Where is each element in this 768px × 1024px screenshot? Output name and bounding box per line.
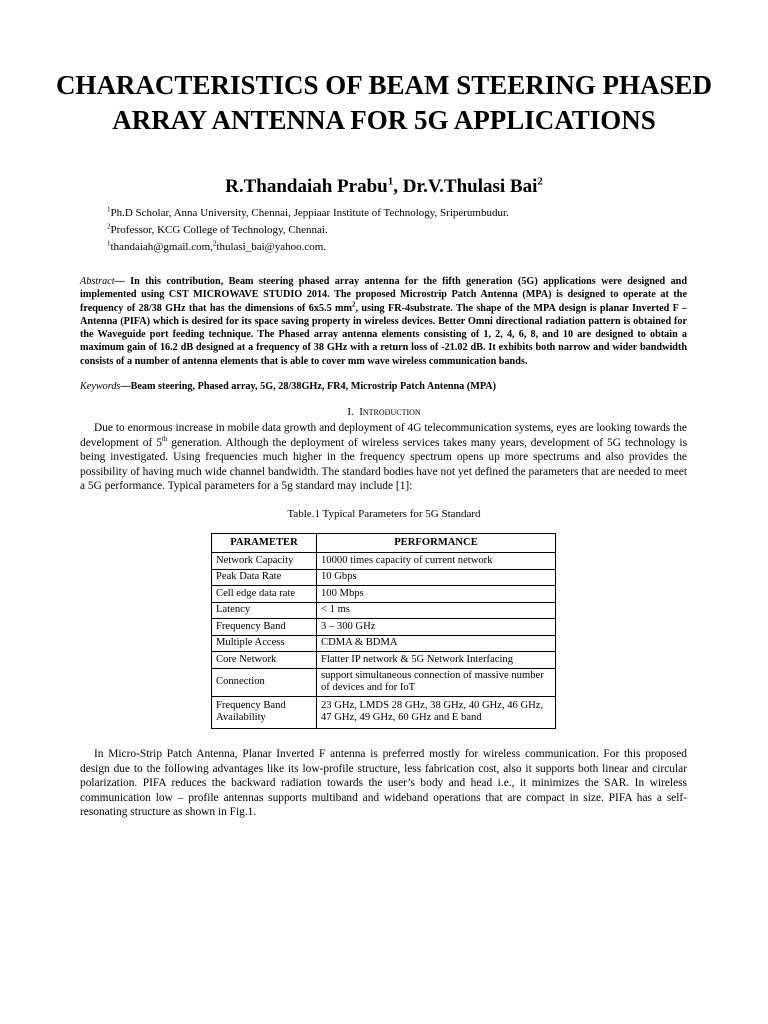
table-row	[212, 668, 556, 696]
author-line	[40, 175, 728, 199]
table-cell-parameter: Peak Data Rate	[212, 569, 317, 586]
keywords-label: Keywords	[80, 381, 121, 392]
table-row	[212, 586, 556, 603]
affiliation-superscript: 2	[107, 222, 111, 231]
author-name: R.Thandaiah Prabu	[225, 176, 388, 197]
body-paragraph: In Micro-Strip Patch Antenna, Planar Inverted F antenna is preferred mostly for wireless communication. For this proposed design due to the following advantages like its low-profile structure, less fabrication cost, also it supports both linear and circular polarization. PIFA reduces the backward radiation towards the user’s body and head i.e., it minimizes the SAR. In wireless communication low – profile antennas supports multiband and wideband operations that are compact in size. PIFA has a self-resonating structure as shown in Fig.1.	[80, 748, 687, 819]
table-cell-performance: < 1 ms	[317, 602, 556, 619]
abstract-text: In this contribution, Beam steering phased array antenna for the fifth generation (5G) applications were designed and implemented using CST MICROWAVE STUDIO 2014. The proposed Microstrip Patch Antenna (MPA) is designed to operate at the frequency of 28/38 GHz that has the dimensions of 6x5.5 mm	[80, 276, 688, 314]
intro-paragraph	[80, 421, 687, 494]
keywords-dash: —	[120, 381, 131, 392]
table-cell-performance: 23 GHz, LMDS 28 GHz, 38 GHz, 40 GHz, 46 GHz, 47 GHz, 49 GHz, 60 GHz and E band	[317, 696, 556, 728]
table-cell-performance: 100 Mbps	[317, 586, 556, 603]
author-separator: ,	[393, 176, 403, 197]
table-cell-performance: 10000 times capacity of current network	[317, 553, 556, 570]
affiliation-text: Professor, KCG College of Technology, Chennai.	[110, 224, 328, 236]
table-cell-parameter: Network Capacity	[212, 553, 317, 570]
email-1[interactable]: thandaiah@gmail.com,	[110, 241, 213, 253]
table-row	[212, 635, 556, 652]
table-row	[212, 569, 556, 586]
author-emails	[107, 240, 326, 254]
paragraph-text: Due to enormous increase in mobile data growth and deployment of 4G telecommunication systems, eyes are looking towards the development of 5	[80, 422, 687, 449]
affiliation-1	[107, 206, 509, 220]
author-superscript: 2	[537, 175, 543, 188]
section-title: Introduction	[359, 406, 421, 418]
table-row	[212, 652, 556, 669]
table-cell-performance: 10 Gbps	[317, 569, 556, 586]
parameters-table	[211, 533, 556, 729]
table-cell-parameter: Latency	[212, 602, 317, 619]
paragraph-superscript: th	[161, 434, 168, 443]
table-cell-performance: support simultaneous connection of massive number of devices and for IoT	[317, 668, 556, 696]
table-cell-parameter: Connection	[212, 668, 317, 696]
email-superscript: 2	[212, 239, 217, 248]
email-2[interactable]: thulasi_bai@yahoo.com.	[216, 241, 327, 253]
paragraph-text-continued: generation. Although the deployment of wireless services takes many years, development of 5G technology is being investigated. Using frequencies much higher in the frequency spectrum opens up more spectrums and also provides the possibility of having much wide channel bandwidth. The standard bodies have not yet defined the parameters that are needed to meet a 5G performance. Typical parameters for a 5g standard may include [1]:	[80, 436, 687, 493]
table-cell-parameter: Multiple Access	[212, 635, 317, 652]
section-heading	[0, 405, 768, 419]
affiliation-superscript: 1	[107, 205, 111, 214]
table-header-row	[212, 534, 556, 553]
table-header-cell: PERFORMANCE	[317, 534, 556, 553]
abstract	[80, 275, 687, 368]
author-superscript: 1	[387, 175, 394, 188]
abstract-label: Abstract	[80, 276, 115, 287]
table-row	[212, 696, 556, 728]
table-header-cell: PARAMETER	[212, 534, 317, 553]
paper-title: CHARACTERISTICS OF BEAM STEERING PHASED ARRAY ANTENNA FOR 5G APPLICATIONS	[55, 70, 713, 135]
table-cell-performance: 3 – 300 GHz	[317, 619, 556, 636]
table-cell-parameter: Frequency Band	[212, 619, 317, 636]
table-cell-performance: CDMA & BDMA	[317, 635, 556, 652]
table-row	[212, 619, 556, 636]
abstract-text-continued: , using FR-4substrate. The shape of the MPA design is planar Inverted F – Antenna (PIFA) which is desired for its space saving property in wireless devices. Better Omni directional radiation pattern is obtained for the Waveguide port feeding technique. The Phased array antenna elements consisting of 1, 2, 4, 6, 8, and 10 are designed to obtain a maximum gain of 16.2 dB designed at a frequency of 38 GHz with a return loss of -21.02 dB. It exhibits both narrow and wider bandwidth consists of a number of antenna elements that is able to cover mm wave wireless communication bands.	[80, 302, 687, 367]
author-name: Dr.V.Thulasi Bai	[402, 176, 538, 197]
table-caption: Table.1 Typical Parameters for 5G Standard	[287, 508, 481, 520]
table-cell-performance: Flatter IP network & 5G Network Interfacing	[317, 652, 556, 669]
affiliation-text: Ph.D Scholar, Anna University, Chennai, Jeppiaar Institute of Technology, Sriperumbudur.	[110, 207, 509, 219]
abstract-superscript: 2	[352, 300, 356, 309]
table-row	[212, 553, 556, 570]
abstract-dash: —	[114, 276, 131, 287]
table-cell-parameter: Frequency Band Availability	[212, 696, 317, 728]
keywords-text: Beam steering, Phased array, 5G, 28/38GHz, FR4, Microstrip Patch Antenna (MPA)	[130, 381, 497, 392]
affiliation-2	[107, 223, 328, 237]
email-superscript: 1	[107, 239, 111, 248]
section-number: I.	[347, 406, 354, 418]
table-cell-parameter: Cell edge data rate	[212, 586, 317, 603]
table-row	[212, 602, 556, 619]
keywords	[80, 380, 687, 393]
table-cell-parameter: Core Network	[212, 652, 317, 669]
